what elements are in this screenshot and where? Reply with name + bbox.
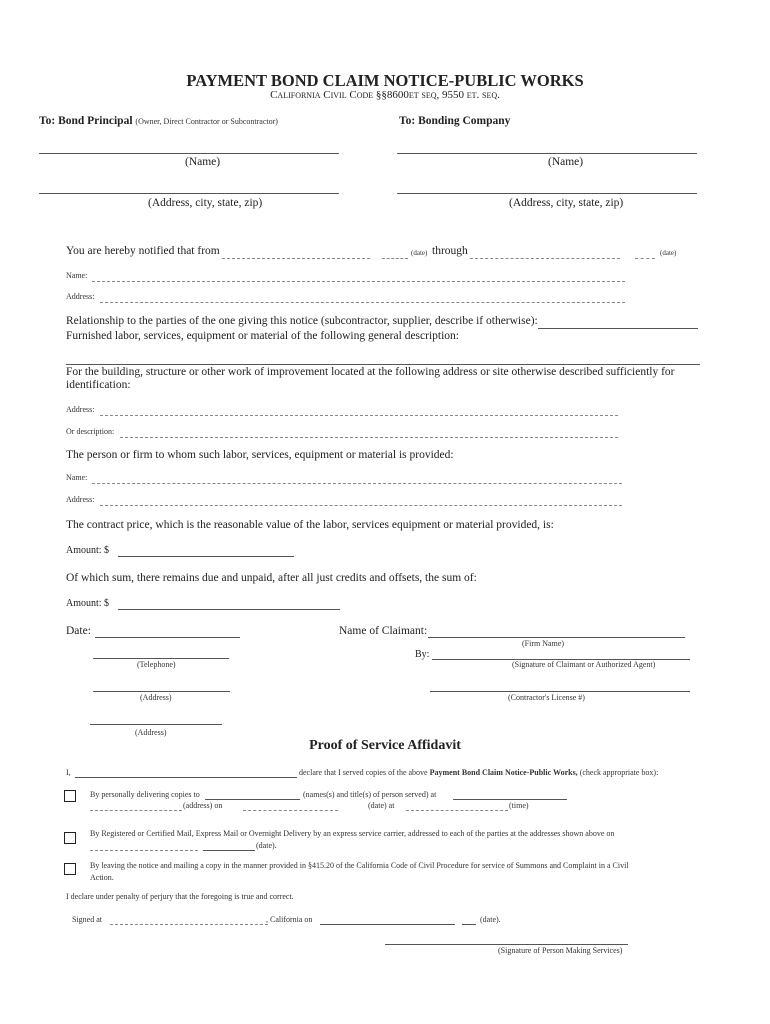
address-caption-2: (Address) (135, 728, 167, 737)
opt1-b: (names(s) and title(s) of person served) at (303, 790, 437, 799)
opt3-b: Action. (90, 873, 114, 882)
bond-principal-note: (Owner, Direct Contractor or Subcontractor) (135, 117, 278, 126)
person-address-label: Address: (66, 495, 95, 504)
opt3-a: By leaving the notice and mailing a copy in the manner provided in §415.20 of the California Code of Civil Procedure for service of Summons and Complaint in a Civil (90, 861, 629, 870)
opt2-b: (date). (256, 841, 277, 850)
affidavit-heading: Proof of Service Affidavit (309, 738, 461, 753)
license-caption: (Contractor's License #) (508, 693, 585, 702)
contract-amount-field[interactable] (118, 556, 294, 557)
mail-date-field[interactable] (90, 850, 198, 851)
form-title: PAYMENT BOND CLAIM NOTICE-PUBLIC WORKS (186, 71, 584, 90)
building-description-field[interactable] (120, 437, 618, 438)
opt1-a: By personally delivering copies to (90, 790, 200, 799)
building-text: For the building, structure or other work of improvement located at the following address or site otherwise described sufficiently for (66, 366, 675, 378)
opt1-c: (address) on (183, 801, 223, 810)
declare-text (299, 769, 658, 777)
license-field[interactable] (430, 691, 690, 692)
contract-amount-label: Amount: $ (66, 545, 110, 556)
principal-address-field[interactable] (39, 193, 339, 194)
unpaid-amount-label: Amount: $ (66, 598, 110, 609)
server-signature-caption: (Signature of Person Making Services) (498, 946, 623, 955)
signed-year-field[interactable] (462, 924, 476, 925)
mail-year-field[interactable] (203, 850, 255, 851)
claim-date-label: Date: (66, 625, 91, 637)
person-address-field[interactable] (100, 505, 622, 506)
from-field[interactable] (222, 258, 370, 259)
bonding-name-caption: (Name) (548, 156, 584, 168)
signed-at-label: Signed at (72, 915, 102, 924)
person-name-label: Name: (66, 473, 88, 482)
declare-post: (check appropriate box): (579, 768, 659, 777)
notified-name-label: Name: (66, 271, 88, 280)
signature-caption: (Signature of Claimant or Authorized Agent) (512, 660, 656, 669)
relationship-text: Relationship to the parties of the one giving this notice (subcontractor, supplier, describe if otherwise): (66, 315, 538, 327)
bonding-address-caption: (Address, city, state, zip) (509, 197, 624, 209)
bond-principal-heading (39, 116, 278, 128)
principal-name-field[interactable] (39, 153, 339, 154)
bonding-company-label: To: Bonding Company (399, 115, 511, 127)
person-name-field[interactable] (92, 483, 622, 484)
through-field[interactable] (470, 258, 620, 259)
from-year-field[interactable] (382, 258, 408, 259)
date2-caption: (date) (660, 249, 677, 257)
declare-pre: declare that I served copies of the above (299, 768, 428, 777)
server-signature-field[interactable] (385, 944, 628, 945)
claimant-name-field[interactable] (428, 637, 685, 638)
person-served-field[interactable] (205, 799, 300, 800)
person-text: The person or firm to whom such labor, services, equipment or material is provided: (66, 449, 454, 461)
served-time-field[interactable] (406, 810, 508, 811)
california-on-label: , California on (266, 915, 313, 924)
opt2-a: By Registered or Certified Mail, Express Mail or Overnight Delivery by an express service carrier, addressed to each of the parties at the addresses shown above on (90, 829, 615, 838)
signed-at-field[interactable] (110, 924, 268, 925)
furnished-text: Furnished labor, services, equipment or material of the following general description: (66, 330, 459, 342)
principal-address-caption: (Address, city, state, zip) (148, 197, 263, 209)
bonding-address-field[interactable] (397, 193, 697, 194)
notified-text: You are hereby notified that from (66, 245, 220, 257)
description-field[interactable] (66, 364, 700, 365)
perjury-text: I declare under penalty of perjury that the foregoing is true and correct. (66, 892, 294, 901)
signed-date-field[interactable] (320, 924, 455, 925)
telephone-caption: (Telephone) (137, 660, 176, 669)
by-label: By: (415, 649, 430, 660)
claimant-address-field[interactable] (93, 691, 230, 692)
served-at-field[interactable] (453, 799, 567, 800)
building-description-label: Or description: (66, 427, 115, 436)
identification-text: identification: (66, 379, 131, 391)
claim-date-field[interactable] (95, 637, 240, 638)
opt1-d: (date) at (368, 801, 395, 810)
relationship-field[interactable] (538, 328, 698, 329)
contract-text: The contract price, which is the reasonable value of the labor, services equipment or material provided, is: (66, 519, 554, 531)
firm-name-caption: (Firm Name) (522, 639, 564, 648)
claimant-name-label: Name of Claimant: (339, 625, 428, 637)
signed-date-caption: (date). (480, 915, 501, 924)
served-date-field[interactable] (243, 810, 338, 811)
affidavit-i: I, (66, 768, 71, 777)
principal-name-caption: (Name) (185, 156, 221, 168)
through-text: through (432, 245, 468, 257)
telephone-field[interactable] (93, 658, 229, 659)
building-address-field[interactable] (100, 415, 618, 416)
notified-address-label: Address: (66, 292, 95, 301)
substituted-service-checkbox[interactable] (64, 863, 76, 875)
served-address-field[interactable] (90, 810, 182, 811)
unpaid-amount-field[interactable] (118, 609, 340, 610)
through-year-field[interactable] (635, 258, 655, 259)
bonding-name-field[interactable] (397, 153, 697, 154)
declare-bold: Payment Bond Claim Notice-Public Works, (429, 768, 578, 777)
notified-name-field[interactable] (92, 281, 625, 282)
unpaid-text: Of which sum, there remains due and unpaid, after all just credits and offsets, the sum of: (66, 572, 477, 584)
building-address-label: Address: (66, 405, 95, 414)
mail-delivery-checkbox[interactable] (64, 832, 76, 844)
opt1-e: (time) (509, 801, 529, 810)
bond-principal-label: To: Bond Principal (39, 115, 133, 127)
form-subtitle: California Civil Code §§8600et seq, 9550 et. seq. (270, 89, 500, 101)
date1-caption: (date) (411, 249, 428, 257)
affiant-name-field[interactable] (75, 777, 297, 778)
address-caption-1: (Address) (140, 693, 172, 702)
notified-address-field[interactable] (100, 302, 625, 303)
claimant-address-field-2[interactable] (90, 724, 222, 725)
personal-delivery-checkbox[interactable] (64, 790, 76, 802)
